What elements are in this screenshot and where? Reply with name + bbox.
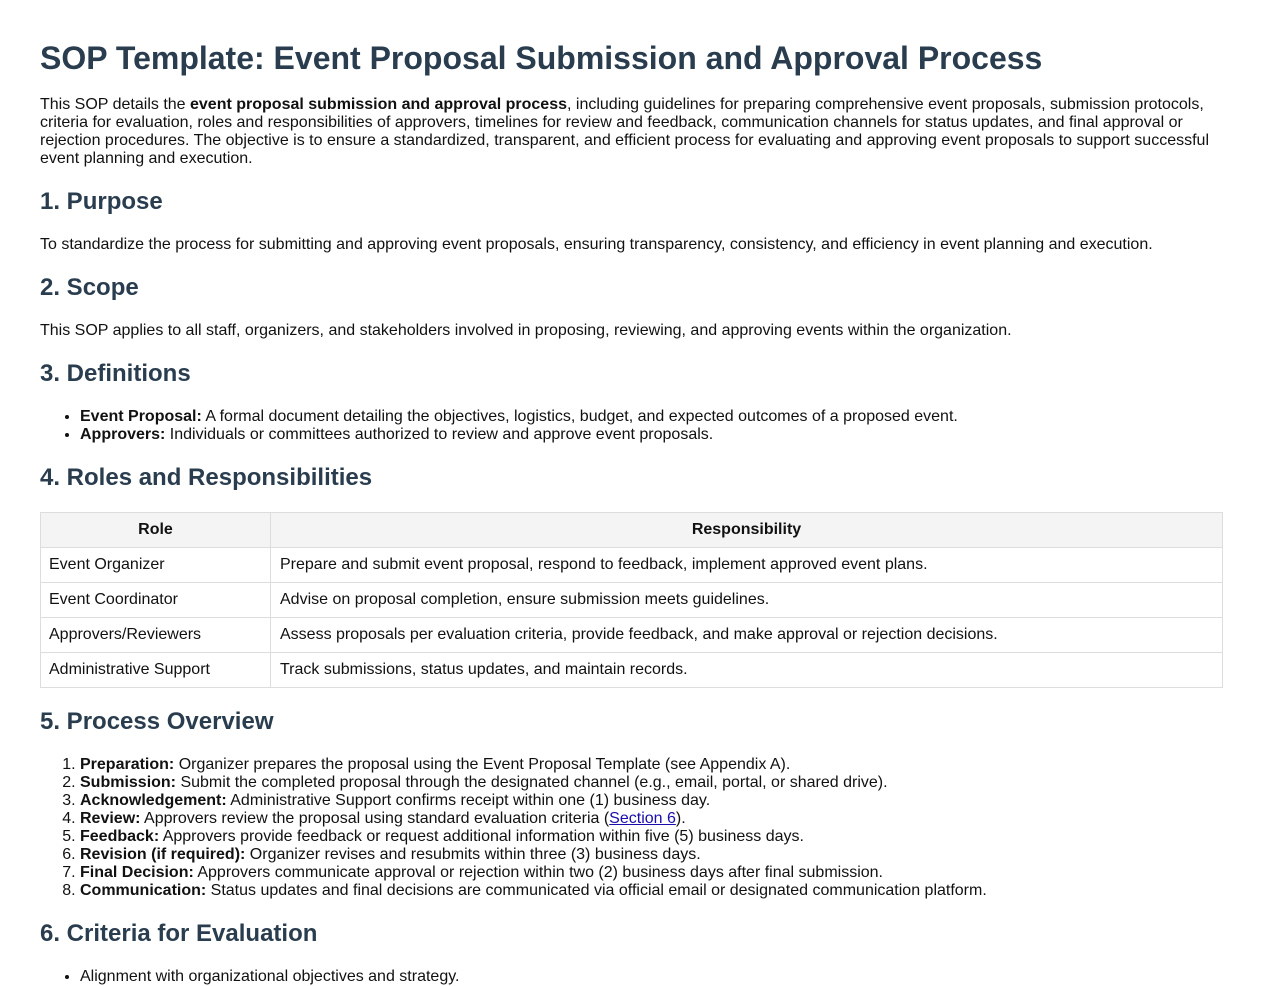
step-text: Submit the completed proposal through the designated channel (e.g., email, portal, or shared drive).: [176, 774, 888, 791]
responsibility-cell: Assess proposals per evaluation criteria, provide feedback, and make approval or rejection decisions.: [271, 618, 1223, 653]
section-heading-definitions: 3. Definitions: [40, 360, 191, 387]
step-text: Organizer prepares the proposal using the Event Proposal Template (see Appendix A).: [174, 756, 791, 773]
process-step: [80, 756, 1223, 774]
step-text: Status updates and final decisions are communicated via official email or designated communication platform.: [206, 882, 987, 899]
table-row: [41, 583, 1223, 618]
purpose-text: To standardize the process for submitting and approving event proposals, ensuring transparency, consistency, and efficiency in event planning and execution.: [40, 236, 1153, 253]
page-title: SOP Template: Event Proposal Submission and Approval Process: [40, 40, 1043, 76]
table-header-row: [41, 513, 1223, 548]
table-row: [41, 548, 1223, 583]
section-heading-process: 5. Process Overview: [40, 708, 274, 735]
intro-paragraph: [40, 96, 1223, 168]
definition-item: [80, 426, 1223, 444]
definition-item: [80, 408, 1223, 426]
process-steps-list: [40, 756, 1223, 900]
step-term: Acknowledgement:: [80, 792, 227, 809]
step-text-after: ).: [675, 810, 686, 827]
section-heading-purpose: 1. Purpose: [40, 188, 163, 215]
definition-term: Event Proposal:: [80, 408, 202, 425]
step-term: Review:: [80, 810, 141, 827]
intro-text-after: , including guidelines for preparing comprehensive event proposals, submission protocols, criteria for evaluation, roles and responsibilities of approvers, timelines for review and feedback, communication channels for status updates, and final approval or rejection procedures. The objective is to ensure a standardized, transparent, and efficient process for evaluating and approving event proposals to support successful event planning and execution.: [40, 96, 1209, 167]
process-step: [80, 882, 1223, 900]
step-term: Final Decision:: [80, 864, 194, 881]
step-text: Organizer revises and resubmits within three (3) business days.: [245, 846, 701, 863]
intro-bold-text: event proposal submission and approval process: [190, 96, 567, 113]
responsibility-cell: Prepare and submit event proposal, respond to feedback, implement approved event plans.: [271, 548, 1223, 583]
role-cell: Approvers/Reviewers: [41, 618, 271, 653]
section-6-link[interactable]: Section 6: [609, 810, 676, 827]
process-step: [80, 864, 1223, 882]
criteria-list: [40, 968, 1223, 986]
section-heading-criteria: 6. Criteria for Evaluation: [40, 920, 318, 947]
section-heading-scope: 2. Scope: [40, 274, 139, 301]
definition-term: Approvers:: [80, 426, 166, 443]
process-step: [80, 774, 1223, 792]
column-header-role: Role: [41, 513, 271, 548]
column-header-responsibility: Responsibility: [271, 513, 1223, 548]
step-term: Communication:: [80, 882, 207, 899]
step-term: Revision (if required):: [80, 846, 246, 863]
role-cell: Administrative Support: [41, 653, 271, 688]
step-term: Submission:: [80, 774, 177, 791]
process-step: [80, 846, 1223, 864]
role-cell: Event Coordinator: [41, 583, 271, 618]
responsibility-cell: Advise on proposal completion, ensure submission meets guidelines.: [271, 583, 1223, 618]
step-text: Approvers provide feedback or request additional information within five (5) business days.: [159, 828, 804, 845]
step-term: Feedback:: [80, 828, 160, 845]
step-text: Approvers communicate approval or rejection within two (2) business days after final submission.: [193, 864, 883, 881]
definition-text: A formal document detailing the objectives, logistics, budget, and expected outcomes of a proposed event.: [201, 408, 958, 425]
roles-table: [40, 512, 1223, 688]
definitions-list: [40, 408, 1223, 444]
responsibility-cell: Track submissions, status updates, and maintain records.: [271, 653, 1223, 688]
role-cell: Event Organizer: [41, 548, 271, 583]
scope-text: This SOP applies to all staff, organizers, and stakeholders involved in proposing, reviewing, and approving events within the organization.: [40, 322, 1012, 339]
step-text: Administrative Support confirms receipt within one (1) business day.: [226, 792, 711, 809]
table-row: [41, 618, 1223, 653]
definition-text: Individuals or committees authorized to review and approve event proposals.: [165, 426, 714, 443]
criteria-item: • Alignment with organizational objectives and strategy.: [80, 968, 1223, 986]
section-heading-roles: 4. Roles and Responsibilities: [40, 464, 373, 491]
process-step: [80, 828, 1223, 846]
step-text: Approvers review the proposal using standard evaluation criteria (: [140, 810, 610, 827]
process-step: [80, 810, 1223, 828]
process-step: [80, 792, 1223, 810]
intro-text-before: This SOP details the: [40, 96, 190, 113]
step-term: Preparation:: [80, 756, 175, 773]
table-row: [41, 653, 1223, 688]
